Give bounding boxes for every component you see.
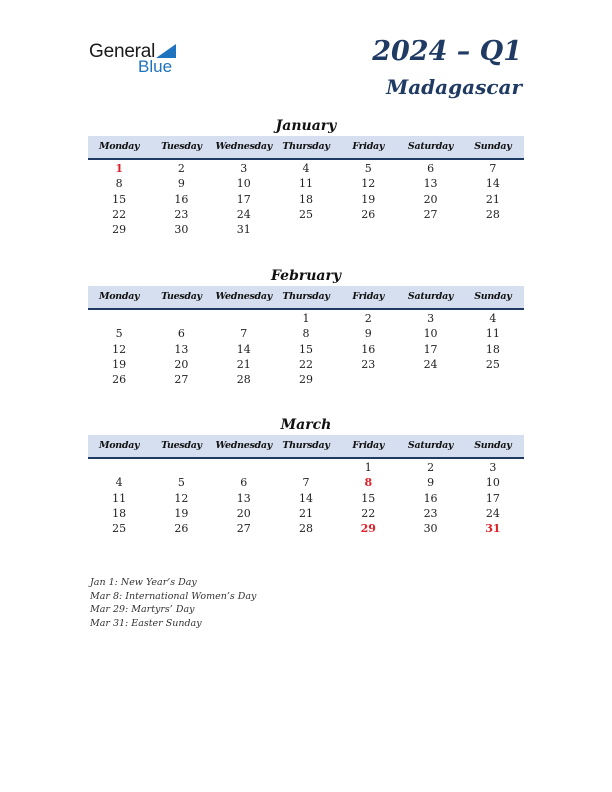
day-grid — [88, 460, 524, 536]
day-cell: 21 — [298, 506, 313, 520]
day-cell: 8 — [302, 327, 310, 341]
holiday-day-cell: 8 — [364, 476, 373, 490]
day-cell: 23 — [361, 357, 376, 371]
weekday-header — [88, 435, 524, 459]
day-cell: 29 — [112, 223, 127, 237]
day-cell: 3 — [427, 312, 435, 325]
day-cell: 18 — [298, 192, 313, 206]
day-cell: 9 — [364, 327, 372, 341]
day-cell: 14 — [298, 491, 313, 505]
day-cell: 13 — [174, 342, 189, 356]
day-cell: 25 — [298, 207, 313, 221]
day-cell: 1 — [302, 312, 310, 325]
day-cell: 25 — [485, 357, 500, 371]
day-cell: 4 — [489, 312, 497, 325]
weekday-label: Thursday — [282, 291, 330, 302]
day-cell: 7 — [302, 476, 310, 490]
day-cell: 9 — [427, 476, 435, 490]
empty-cell — [213, 311, 275, 326]
day-cell: 3 — [240, 162, 248, 175]
day-cell: 25 — [112, 522, 127, 536]
day-cell: 28 — [236, 373, 251, 387]
empty-cell — [150, 311, 212, 326]
day-cell: 8 — [115, 177, 123, 191]
day-cell: 16 — [361, 342, 376, 356]
holiday-note: Jan 1: New Year’s Day — [90, 577, 197, 588]
day-cell: 24 — [236, 207, 251, 221]
weekday-label: Thursday — [282, 440, 330, 451]
day-cell: 19 — [361, 192, 376, 206]
weekday-label: Friday — [352, 440, 385, 451]
day-cell: 16 — [423, 491, 438, 505]
day-cell: 23 — [423, 506, 438, 520]
day-cell: 2 — [427, 461, 435, 474]
day-cell: 10 — [236, 177, 251, 191]
day-cell: 18 — [485, 342, 500, 356]
holiday-day-cell: 31 — [485, 522, 501, 536]
weekday-label: Friday — [352, 291, 385, 302]
day-cell: 19 — [174, 506, 189, 520]
day-cell: 22 — [361, 506, 376, 520]
day-cell: 24 — [423, 357, 438, 371]
weekday-label: Saturday — [407, 440, 454, 451]
day-cell: 15 — [112, 192, 127, 206]
day-grid — [88, 161, 524, 237]
day-cell: 7 — [489, 162, 497, 175]
day-cell: 4 — [302, 162, 310, 175]
weekday-label: Tuesday — [161, 141, 202, 152]
day-cell: 30 — [423, 522, 438, 536]
day-cell: 20 — [423, 192, 438, 206]
day-cell: 15 — [361, 491, 376, 505]
day-cell: 26 — [112, 373, 127, 387]
month-march — [88, 415, 524, 536]
day-cell: 5 — [115, 327, 123, 341]
day-cell: 2 — [364, 312, 372, 325]
holiday-note: Mar 29: Martyrs’ Day — [90, 604, 195, 616]
weekday-label: Sunday — [474, 291, 512, 302]
day-cell: 12 — [361, 177, 376, 191]
logo-triangle-icon — [156, 44, 176, 58]
weekday-label: Saturday — [407, 141, 454, 152]
weekday-label: Tuesday — [161, 291, 202, 302]
day-cell: 6 — [240, 476, 248, 490]
day-cell: 27 — [236, 522, 251, 536]
day-cell: 11 — [298, 177, 313, 191]
day-cell: 12 — [112, 342, 127, 356]
logo-word-blue: Blue — [138, 57, 173, 76]
holiday-note: Mar 8: International Women’s Day — [90, 590, 257, 602]
day-cell: 5 — [364, 162, 372, 175]
day-cell: 12 — [174, 491, 189, 505]
day-cell: 21 — [236, 357, 251, 371]
day-cell: 30 — [174, 223, 189, 237]
day-cell: 17 — [423, 342, 438, 356]
weekday-label: Wednesday — [215, 440, 272, 451]
day-cell: 21 — [485, 192, 500, 206]
empty-cell — [150, 460, 212, 475]
weekday-label: Friday — [352, 141, 385, 152]
day-cell: 5 — [177, 476, 185, 490]
weekday-header — [88, 286, 524, 310]
day-cell: 22 — [298, 357, 313, 371]
weekday-header — [88, 136, 524, 160]
logo-word-general: General — [89, 41, 156, 62]
empty-cell — [88, 311, 150, 326]
day-cell: 10 — [423, 327, 438, 341]
weekday-label: Wednesday — [215, 291, 272, 302]
month-february — [88, 266, 524, 387]
day-cell: 18 — [112, 506, 127, 520]
weekday-label: Thursday — [282, 141, 330, 152]
day-cell: 23 — [174, 207, 189, 221]
day-cell: 16 — [174, 192, 189, 206]
holiday-day-cell: 1 — [115, 162, 123, 175]
day-cell: 13 — [423, 177, 438, 191]
weekday-label: Sunday — [474, 440, 512, 451]
day-cell: 26 — [174, 522, 189, 536]
day-grid — [88, 311, 524, 387]
weekday-label: Monday — [99, 291, 140, 302]
day-cell: 29 — [298, 373, 313, 387]
empty-cell — [213, 460, 275, 475]
holiday-notes — [90, 576, 256, 631]
day-cell: 7 — [240, 327, 248, 341]
day-cell: 2 — [177, 162, 185, 175]
day-cell: 27 — [174, 373, 189, 387]
weekday-label: Monday — [99, 440, 140, 451]
day-cell: 15 — [298, 342, 313, 356]
holiday-day-cell: 29 — [360, 522, 376, 536]
month-name: February — [270, 268, 341, 284]
empty-cell — [88, 460, 150, 475]
day-cell: 4 — [115, 476, 123, 490]
holiday-note: Mar 31: Easter Sunday — [90, 618, 202, 630]
weekday-label: Wednesday — [215, 141, 272, 152]
day-cell: 14 — [485, 177, 500, 191]
day-cell: 20 — [236, 506, 251, 520]
month-name: January — [275, 118, 337, 134]
month-name: March — [280, 417, 332, 433]
day-cell: 31 — [236, 223, 251, 237]
weekday-label: Tuesday — [161, 440, 202, 451]
day-cell: 28 — [298, 522, 313, 536]
day-cell: 11 — [112, 491, 127, 505]
day-cell: 27 — [423, 207, 438, 221]
month-january — [88, 116, 524, 237]
day-cell: 6 — [427, 162, 435, 175]
day-cell: 26 — [361, 207, 376, 221]
empty-cell — [275, 460, 337, 475]
page-title: 2024 – Q1 — [372, 36, 522, 67]
weekday-label: Sunday — [474, 141, 512, 152]
day-cell: 10 — [485, 476, 500, 490]
day-cell: 20 — [174, 357, 189, 371]
day-cell: 11 — [485, 327, 500, 341]
day-cell: 24 — [485, 506, 500, 520]
day-cell: 19 — [112, 357, 127, 371]
day-cell: 9 — [177, 177, 185, 191]
day-cell: 13 — [236, 491, 251, 505]
day-cell: 3 — [489, 461, 497, 474]
weekday-label: Saturday — [407, 291, 454, 302]
day-cell: 14 — [236, 342, 251, 356]
country-title: Madagascar — [386, 75, 522, 99]
day-cell: 1 — [364, 461, 372, 474]
day-cell: 6 — [177, 327, 185, 341]
day-cell: 22 — [112, 207, 127, 221]
day-cell: 17 — [236, 192, 251, 206]
logo — [89, 41, 199, 81]
day-cell: 28 — [485, 207, 500, 221]
weekday-label: Monday — [99, 141, 140, 152]
day-cell: 17 — [485, 491, 500, 505]
